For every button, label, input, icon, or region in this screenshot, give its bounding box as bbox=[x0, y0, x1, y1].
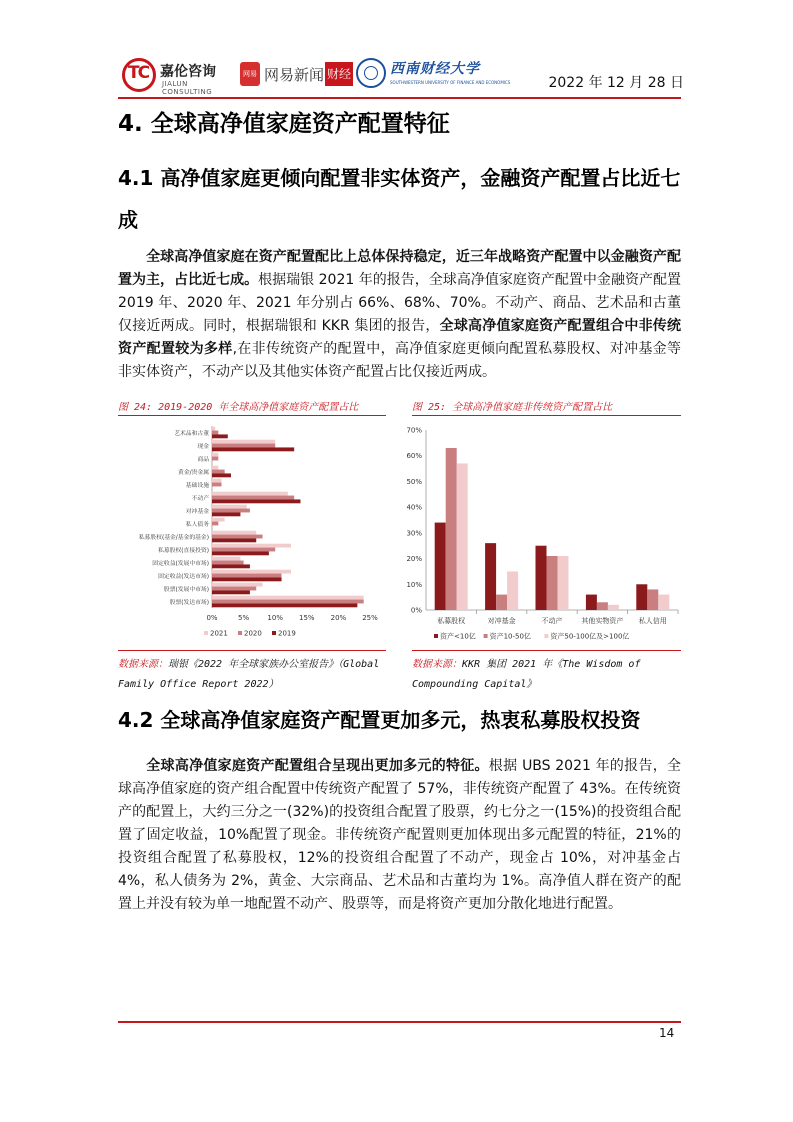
chart2-bar bbox=[558, 556, 569, 610]
chart1-bar bbox=[212, 466, 218, 470]
chart2-bar bbox=[547, 556, 558, 610]
chart1-category-label: 黄金/贵金属 bbox=[178, 470, 209, 476]
chart2-y-tick-label: 30% bbox=[406, 529, 422, 538]
page-number: 14 bbox=[659, 1026, 675, 1040]
paragraph-4-1-lead: 全球高净值家庭在资产配置配比上总体保持稳定，近三年战略资产配置中以金融资产配置为主，占比近七成。 bbox=[118, 249, 681, 288]
chart1-legend-label: 2021 bbox=[210, 629, 228, 638]
netease-badge-icon: 网易 bbox=[240, 62, 260, 86]
chart1-bar bbox=[212, 444, 275, 448]
chart1-bar bbox=[212, 479, 221, 483]
chart2-bar bbox=[485, 543, 496, 610]
chart1-bar bbox=[212, 564, 250, 568]
chart1-legend-label: 2020 bbox=[244, 629, 262, 638]
chart1-bar bbox=[212, 473, 231, 477]
chart2-y-tick-label: 50% bbox=[406, 477, 422, 486]
chart1-legend-swatch bbox=[238, 631, 242, 635]
chart1-bar bbox=[212, 483, 221, 487]
jialun-logo-letters: TC bbox=[128, 63, 149, 83]
chart1-bar bbox=[212, 583, 263, 587]
swufe-logo bbox=[356, 56, 511, 94]
chart2-category-label: 私人信用 bbox=[638, 617, 667, 625]
paragraph-4-1-tail: ,在非传统资产的配置中，高净值家庭更倾向配置私募股权、对冲基金等非实体资产，不动产以及其他实体资产配置占比仅接近两成。 bbox=[118, 341, 681, 380]
chart1-legend-swatch bbox=[272, 631, 276, 635]
chart1-bar bbox=[212, 470, 225, 474]
chart2-bar bbox=[507, 571, 518, 610]
chart1-x-tick-label: 10% bbox=[267, 614, 283, 622]
chart1-category-label: 私募股权(基金/基金的基金) bbox=[138, 535, 209, 541]
chart1-x-tick-label: 25% bbox=[362, 614, 378, 622]
chart1-x-tick-label: 5% bbox=[238, 614, 250, 622]
page-header bbox=[118, 54, 684, 100]
figure-24-caption: 图 24: 2019-2020 年全球高净值家庭资产配置占比 bbox=[118, 398, 386, 416]
chart1-bar bbox=[212, 512, 240, 516]
chart1-bar bbox=[212, 561, 244, 565]
chart1-bar bbox=[212, 440, 275, 444]
figure-24-source bbox=[118, 650, 386, 695]
subsection-title-4-2: 4.2 全球高净值家庭资产配置更加多元，热衷私募股权投资 bbox=[118, 708, 641, 732]
chart2-y-tick-label: 0% bbox=[410, 606, 422, 615]
chart1-bar bbox=[212, 431, 218, 435]
chart1-bar bbox=[212, 457, 218, 461]
chart2-bar bbox=[457, 463, 468, 610]
chart1-bar bbox=[212, 522, 218, 526]
subsection-title-4-1: 4.1 高净值家庭更倾向配置非实体资产，金融资产配置占比近七成 bbox=[118, 166, 681, 232]
section-title: 4. 全球高净值家庭资产配置特征 bbox=[118, 111, 450, 137]
chart1-bar bbox=[212, 453, 218, 457]
chart2-category-label: 私募股权 bbox=[437, 617, 466, 625]
paragraph-4-1-body: 根据瑞银 2021 年的报告，全球高净值家庭资产配置中金融资产配置 2019 年、2020 年、2021 年分别占 66%、68%、70%。不动产、商品、艺术品和古董仅接近两成。同时，根据瑞银和 KKR 集团的报告， bbox=[118, 272, 681, 334]
chart1-bar bbox=[212, 590, 250, 594]
chart1-bar bbox=[212, 535, 263, 539]
chart1-category-label: 固定收益(发展中市场) bbox=[152, 561, 209, 567]
netease-logo-name: 网易新闻 bbox=[264, 66, 325, 84]
figure-25-source bbox=[412, 650, 681, 695]
chart2-bar bbox=[647, 589, 658, 610]
chart1-bar bbox=[212, 587, 256, 591]
chart1-bar bbox=[212, 492, 288, 496]
chart1-category-label: 艺术品和古董 bbox=[174, 431, 209, 437]
paragraph-4-1-emphasis: 全球高净值家庭资产配置组合中非传统资产配置较为多样 bbox=[118, 318, 681, 357]
jialun-logo-name: 嘉伦咨询 bbox=[160, 64, 216, 80]
chart1-category-label: 基础设施 bbox=[185, 483, 209, 489]
chart2-y-tick-label: 60% bbox=[406, 452, 422, 461]
chart2-bar bbox=[496, 595, 507, 610]
figure-25-source-text: KKR 集团 2021 年《The Wisdom of Compounding Capital》 bbox=[412, 659, 641, 690]
chart2-bar bbox=[586, 595, 597, 610]
chart1-bar bbox=[212, 496, 294, 500]
figure-24-source-text: 瑞银《2022 年全球家族办公室报告》（Global Family Office Report 2022） bbox=[118, 659, 380, 690]
chart2-y-tick-label: 40% bbox=[406, 503, 422, 512]
netease-logo bbox=[240, 60, 352, 88]
paragraph-4-2-body: 根据 UBS 2021 年的报告，全球高净值家庭的资产组合配置中传统资产配置了 57%，非传统资产配置了 43%。在传统资产的配置上，大约三分之一(32%)的投资组合配置了股票，约七分之一(15%)的投资组合配置了固定收益，10%配置了现金。非传统资产配置则更加体现出多元配置的特征，21%的投资组合配置了私募股权，12%的投资组合配置了不动产，现金占 10%，对冲基金占 4%，私人债务为 2%，黄金、大宗商品、艺术品和古董均为 1%。高净值人群在资产的配置上并没有较为单一地配置不动产、股票等，而是将资产更加分散化地进行配置。 bbox=[118, 758, 681, 912]
chart1-bar bbox=[212, 499, 300, 503]
chart2-bar bbox=[658, 595, 669, 610]
chart1-bar bbox=[212, 574, 282, 578]
chart1-x-tick-label: 0% bbox=[206, 614, 218, 622]
swufe-seal-icon bbox=[356, 58, 386, 88]
figure-25-source-label: 数据来源： bbox=[412, 659, 462, 670]
chart1-bar bbox=[212, 548, 275, 552]
swufe-logo-subtitle: SOUTHWESTERN UNIVERSITY OF FINANCE AND ECONOMICS bbox=[390, 80, 511, 85]
footer-divider bbox=[118, 1021, 681, 1023]
jialun-logo-subtitle: JIALUN CONSULTING bbox=[162, 80, 213, 96]
chart1-bar bbox=[212, 509, 250, 513]
chart1-category-label: 不动产 bbox=[191, 496, 209, 502]
chart1-category-label: 对冲基金 bbox=[185, 509, 209, 515]
chart1-category-label: 股票(发展中市场) bbox=[163, 587, 209, 593]
chart2-bar bbox=[597, 602, 608, 610]
chart2-y-tick-label: 10% bbox=[406, 580, 422, 589]
chart1-x-tick-label: 20% bbox=[330, 614, 347, 622]
chart1-bar bbox=[212, 434, 228, 438]
chart1-bar bbox=[212, 427, 215, 431]
chart2-y-tick-label: 20% bbox=[406, 555, 422, 564]
chart1-bar bbox=[212, 596, 364, 600]
chart2-legend-swatch bbox=[434, 634, 438, 638]
chart2-bar bbox=[636, 584, 647, 610]
chart1-bar bbox=[212, 551, 269, 555]
chart1-category-label: 私人债务 bbox=[185, 522, 209, 528]
chart1-category-label: 现金 bbox=[197, 444, 209, 450]
chart2-bar bbox=[608, 605, 619, 610]
chart2-bar bbox=[536, 546, 547, 610]
figure-25-caption: 图 25: 全球高净值家庭非传统资产配置占比 bbox=[412, 398, 681, 416]
paragraph-4-2 bbox=[118, 755, 681, 916]
chart1-bar bbox=[212, 447, 294, 451]
netease-finance-tag: 财经 bbox=[325, 62, 353, 86]
jialun-logo bbox=[118, 56, 238, 94]
chart2-legend-label: 资产10-50亿 bbox=[489, 632, 531, 641]
figure-24-chart bbox=[118, 418, 386, 650]
chart1-category-label: 股票(发达市场) bbox=[169, 600, 209, 606]
report-date: 2022 年 12 月 28 日 bbox=[548, 75, 684, 91]
chart1-legend-swatch bbox=[204, 631, 208, 635]
chart2-category-label: 对冲基金 bbox=[487, 617, 516, 625]
header-divider bbox=[118, 97, 681, 99]
chart1-bar bbox=[212, 600, 364, 604]
chart1-bar bbox=[212, 518, 225, 522]
chart1-bar bbox=[212, 570, 291, 574]
chart2-legend-label: 资产<10亿 bbox=[440, 632, 476, 641]
chart2-legend-swatch bbox=[544, 634, 548, 638]
chart1-bar bbox=[212, 603, 357, 607]
chart1-legend-label: 2019 bbox=[278, 629, 296, 638]
chart1-bar bbox=[212, 538, 256, 542]
chart1-bar bbox=[212, 505, 247, 509]
chart1-bar bbox=[212, 544, 291, 548]
swufe-logo-name: 西南财经大学 bbox=[390, 61, 480, 77]
chart2-bar bbox=[435, 523, 446, 610]
chart1-x-tick-label: 15% bbox=[299, 614, 315, 622]
chart1-category-label: 固定收益(发达市场) bbox=[158, 574, 209, 580]
chart1-bar bbox=[212, 557, 240, 561]
chart2-legend-swatch bbox=[484, 634, 488, 638]
paragraph-4-2-lead: 全球高净值家庭资产配置组合呈现出更加多元的特征。 bbox=[146, 758, 489, 774]
chart1-category-label: 私募股权(直接投资) bbox=[158, 548, 209, 554]
chart2-y-tick-label: 70% bbox=[406, 426, 422, 435]
chart2-bar bbox=[446, 448, 457, 610]
chart2-legend-label: 资产50-100亿及>100亿 bbox=[550, 632, 630, 641]
chart2-category-label: 不动产 bbox=[541, 617, 563, 625]
chart1-category-label: 商品 bbox=[197, 457, 209, 463]
chart1-bar bbox=[212, 577, 282, 581]
paragraph-4-1 bbox=[118, 246, 681, 384]
figure-24-source-label: 数据来源： bbox=[118, 659, 168, 670]
figure-25-chart bbox=[406, 418, 681, 650]
chart1-bar bbox=[212, 531, 256, 535]
chart2-category-label: 其他实物资产 bbox=[581, 617, 624, 625]
